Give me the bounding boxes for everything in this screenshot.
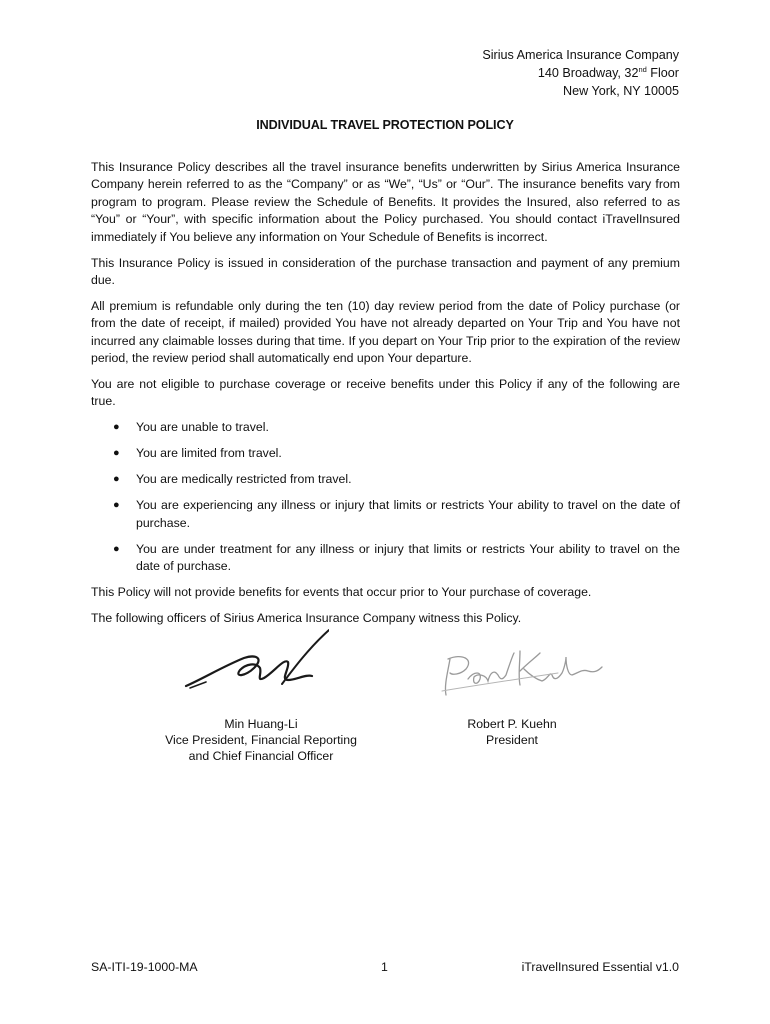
list-item: ● You are medically restricted from travel. xyxy=(91,471,680,488)
bullet-icon: ● xyxy=(113,499,120,512)
street-address: 140 Broadway, 32nd Floor xyxy=(537,64,679,80)
officer-cfo xyxy=(150,716,372,764)
page-number: 1 xyxy=(381,960,388,974)
eligibility-paragraph: You are not eligible to purchase coverage or receive benefits under this Policy if any of the following are true. xyxy=(91,376,680,409)
bullet-icon: ● xyxy=(113,447,120,460)
list-item: ● You are under treatment for any illness or injury that limits or restricts Your ability to travel on the date of purchase. xyxy=(113,541,680,574)
officer-title: Vice President, Financial Reporting xyxy=(165,733,357,747)
officer-title: President xyxy=(486,733,538,747)
officer-title-continued: and Chief Financial Officer xyxy=(188,749,334,763)
officer-name: Robert P. Kuehn xyxy=(467,717,557,731)
city-state-zip: New York, NY 10005 xyxy=(563,83,679,98)
officer-name: Min Huang-Li xyxy=(224,717,298,731)
policy-body xyxy=(91,159,680,636)
ineligibility-list xyxy=(91,419,680,575)
company-name: Sirius America Insurance Company xyxy=(482,48,679,62)
product-version: iTravelInsured Essential v1.0 xyxy=(521,960,679,974)
bullet-icon: ● xyxy=(113,421,120,434)
company-address xyxy=(482,47,679,100)
intro-paragraph: This Insurance Policy describes all the travel insurance benefits underwritten by Sirius America Insurance Company herein referred to as the “Company” or as “We”, “Us” or “Our”. The insurance benefits vary from program to program. Please review the Schedule of Benefits. It provides the Insured, also referred to as “You” or “Your”, with specific information about the Policy purchased. You should contact iTravelInsured immediately if You believe any information on Your Schedule of Benefits is incorrect. xyxy=(91,160,680,244)
list-item: ● You are experiencing any illness or injury that limits or restricts Your ability to travel on the date of purchase. xyxy=(113,498,680,530)
document-title: INDIVIDUAL TRAVEL PROTECTION POLICY xyxy=(256,118,514,132)
list-item: ● You are unable to travel. xyxy=(91,419,680,436)
refund-paragraph: All premium is refundable only during the ten (10) day review period from the date of Policy purchase (or from the date of receipt, if mailed) provided You have not already departed on Your Trip and You have not incurred any claimable losses during that time. If you depart on Your Trip prior to the expiration of the review period, the review period shall automatically end upon Your departure. xyxy=(91,298,680,366)
officer-president xyxy=(430,716,594,748)
consideration-paragraph: This Insurance Policy is issued in consideration of the purchase transaction and payment of any premium due. xyxy=(91,255,680,287)
prior-events-paragraph: This Policy will not provide benefits for events that occur prior to Your purchase of coverage. xyxy=(91,585,592,600)
list-item: ● You are limited from travel. xyxy=(91,445,680,462)
form-number: SA-ITI-19-1000-MA xyxy=(91,960,198,974)
witness-paragraph: The following officers of Sirius America Insurance Company witness this Policy. xyxy=(91,611,522,625)
president-signature xyxy=(438,645,603,701)
bullet-icon: ● xyxy=(113,473,120,486)
cfo-signature xyxy=(184,628,329,692)
bullet-icon: ● xyxy=(113,542,120,555)
